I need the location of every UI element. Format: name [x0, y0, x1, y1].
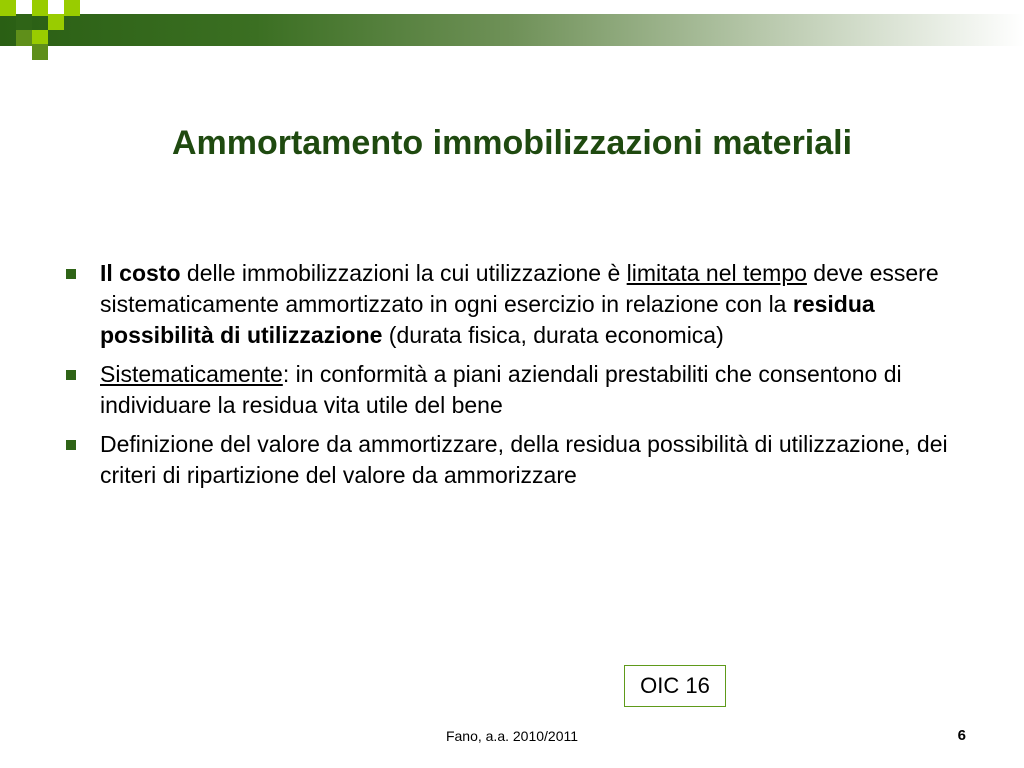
header-gradient-bar	[0, 14, 1024, 46]
reference-box: OIC 16	[624, 665, 726, 707]
footer-text: Fano, a.a. 2010/2011	[445, 728, 579, 744]
bullet-text: delle immobilizzazioni la cui utilizzazione è	[180, 260, 627, 286]
bullet-text-underline: limitata nel tempo	[626, 260, 807, 286]
bullet-item	[64, 429, 984, 491]
decor-square	[32, 0, 48, 16]
decor-square	[64, 0, 80, 16]
bullet-text-bold: Il costo	[100, 260, 181, 286]
bullet-text: deve essere sistematicamente ammortizzato in ogni esercizio in relazione con la	[100, 260, 939, 317]
bullet-text: (durata fisica, durata economica)	[382, 322, 724, 348]
square-bullet-icon	[66, 440, 76, 450]
decor-square	[16, 14, 32, 30]
bullet-item	[64, 359, 984, 421]
decor-square	[16, 30, 32, 46]
decor-square	[48, 14, 64, 30]
bullet-list	[64, 258, 984, 499]
bullet-text: : in conformità a piani aziendali prestabiliti che consentono di individuare la residua vita utile del bene	[100, 361, 902, 418]
bullet-text: Definizione del valore da ammortizzare, della residua possibilità di utilizzazione, dei criteri di ripartizione del valore da ammorizzare	[100, 431, 948, 488]
bullet-text-underline: Sistematicamente	[100, 361, 283, 387]
bullet-text-bold: residua possibilità di utilizzazione	[100, 291, 875, 348]
bullet-item	[64, 258, 984, 351]
square-bullet-icon	[66, 370, 76, 380]
decor-square	[32, 44, 48, 60]
page-number: 6	[957, 727, 966, 744]
slide-title: Ammortamento immobilizzazioni materiali	[171, 124, 853, 162]
square-bullet-icon	[66, 269, 76, 279]
decor-square	[0, 0, 16, 16]
